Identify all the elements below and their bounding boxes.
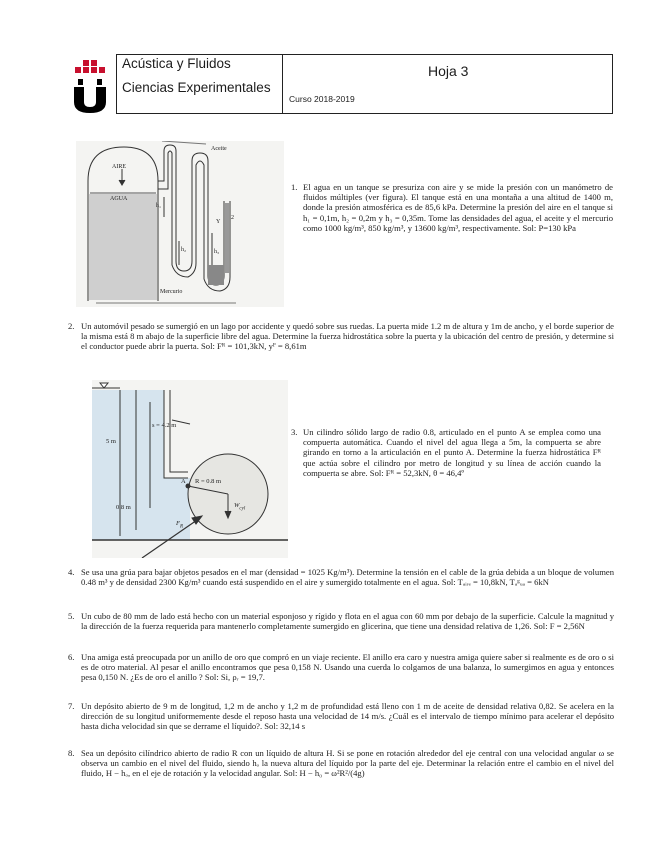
problem-number: 7. (68, 701, 75, 711)
problem-text: Un cilindro sólido largo de radio 0.8, articulado en el punto A se emplea como una compuerta automática. Cuando el nivel del agua llega a 5m, la compuerta se abre girando en torno a la articulación en el punto A. Determine la fuerza hidrostática Fᴿ que actúa sobre el cilindro por metro de longitud y su línea de acción cuando la compuerta se abre. Sol: Fᴿ = 52,3kN, θ = 46,4º (303, 427, 601, 478)
problem-text: El agua en un tanque se presuriza con aire y se mide la presión con un manómetro de fluidos múltiples (ver figura). El tanque está en una montaña a una altitud de 1400 m, donde la presión atmosférica es de 85,6 kPa. Determine la presión del aire en el tanque si h₁ = 0,1m, h₂ = 0,2m y h₃ = 0,35m. Tome las densidades del agua, el aceite y el mercurio como 1000 kg/m³, 850 kg/m³, y 13600 kg/m³, respectivamente. Sol: P=130 kPa (303, 182, 613, 233)
problem-8 (68, 748, 614, 779)
label-h1: h₁ (156, 203, 162, 209)
problem-text: Un depósito abierto de 9 m de longitud, 1,2 m de ancho y 1,2 m de profundidad está lleno con 1 m de aceite de densidad relativa 0,82. Se acelera en la dirección de su longitud uniformemente desde el reposo hasta una velocidad de 14 m/s. ¿Cuál es el intervalo de tiempo mínimo para acelerar el depósito hasta dicha velocidad sin que se derrame el líquido?. Sol: 32,14 s (81, 701, 614, 732)
label-y: Y (216, 219, 221, 225)
problem-number: 6. (68, 652, 75, 662)
university-logo (70, 58, 110, 113)
problem-5 (68, 611, 614, 631)
manometer-figure (76, 141, 284, 307)
problem-text: Un automóvil pesado se sumergió en un lago por accidente y quedó sobre sus ruedas. La puerta mide 1.2 m de altura y 1m de ancho, y el borde superior de la misma está 8 m abajo de la superficie libre del agua. Determine la fuerza hidrostática sobre la puerta y la ubicación del centro de presión, y determine si el conductor puede abrir la puerta. Sol: Fᴿ = 101,3kN, yᴾ = 8,61m (81, 321, 614, 352)
problem-text: Una amiga está preocupada por un anillo de oro que compró en un viaje reciente. El anillo era caro y nuestra amiga quiere saber si realmente es de oro o si es de otro material. Al pesar el anillo encontramos que pesa 0,158 N. Usando una cuerda lo colgamos de una balanza, lo sumergimos en agua y entonces pesa 0,150 N. ¿Es de oro el anillo ? Sol: Si, ρᵣ = 19,7. (81, 652, 614, 683)
problem-number: 5. (68, 611, 75, 621)
label-aceite: Aceite (211, 146, 227, 152)
label-F-sub: R (179, 524, 184, 530)
problem-number: 4. (68, 567, 75, 577)
course-year: Curso 2018-2019 (289, 94, 355, 104)
label-F (176, 520, 183, 529)
problem-6 (68, 652, 614, 683)
label-W-sub: cyl (239, 506, 246, 512)
sheet-number: Hoja 3 (428, 63, 469, 79)
label-s: s = 4.2 m (152, 422, 177, 429)
course-title: Acústica y Fluidos (122, 56, 231, 71)
label-h2: h₂ (181, 247, 187, 253)
label-agua: AGUA (110, 196, 128, 202)
problem-number: 8. (68, 748, 75, 758)
label-h3: h₃ (214, 249, 220, 255)
problem-text: Se usa una grúa para bajar objetos pesados en el mar (densidad = 1025 Kg/m³). Determine la tensión en el cable de la grúa debida a un bloque de volumen 0.48 m³ y de densidad 2300 Kg/m³ cuando está suspendido en el aire y sumergido totalmente en el agua. Sol: Tₐᵢᵣₑ = 10,8kN, Tₐᵍᵤₐ = 6kN (81, 567, 614, 588)
label-W-main: W (234, 502, 240, 509)
label-W (234, 502, 245, 511)
label-A: A (181, 478, 186, 485)
problem-2 (68, 321, 614, 352)
label-R: R = 0.8 m (195, 478, 222, 485)
label-mercurio: Mercurio (160, 289, 183, 295)
label-2: 2 (231, 215, 234, 221)
problem-number: 1. (291, 182, 298, 192)
cylinder-gate-figure (92, 380, 288, 558)
problem-text: Sea un depósito cilíndrico abierto de radio R con un líquido de altura H. Si se pone en rotación alrededor del eje central con una velocidad angular ω se observa un cambio en el nivel del fluido, siendo hₒ la nueva altura del líquido por la parte del eje. Determinar la relación entre el cambio en el nivel del fluido, H − hₒ, en el eje de rotación y la velocidad angular. Sol: H − h₀ = ω²R²/(4g) (81, 748, 614, 779)
label-aire: AIRE (112, 164, 126, 170)
problem-text: Un cubo de 80 mm de lado está hecho con un material esponjoso y rígido y flota en el agua con 60 mm por debajo de la superficie. Calcule la magnitud y la dirección de la fuerza requerida para mantenerlo completamente sumergido en glicerina, que tiene una densidad relativa de 1,26. Sol: F = 2,56N (81, 611, 614, 632)
problem-3 (291, 427, 601, 478)
problem-number: 2. (68, 321, 75, 331)
course-subtitle: Ciencias Experimentales (122, 80, 271, 95)
problem-number: 3. (291, 427, 298, 437)
problem-4 (68, 567, 614, 587)
label-0-8m: 0.8 m (116, 504, 131, 511)
problem-7 (68, 701, 614, 732)
label-F-main: F (176, 520, 180, 527)
problem-1 (291, 182, 613, 233)
label-5m: 5 m (106, 438, 116, 445)
